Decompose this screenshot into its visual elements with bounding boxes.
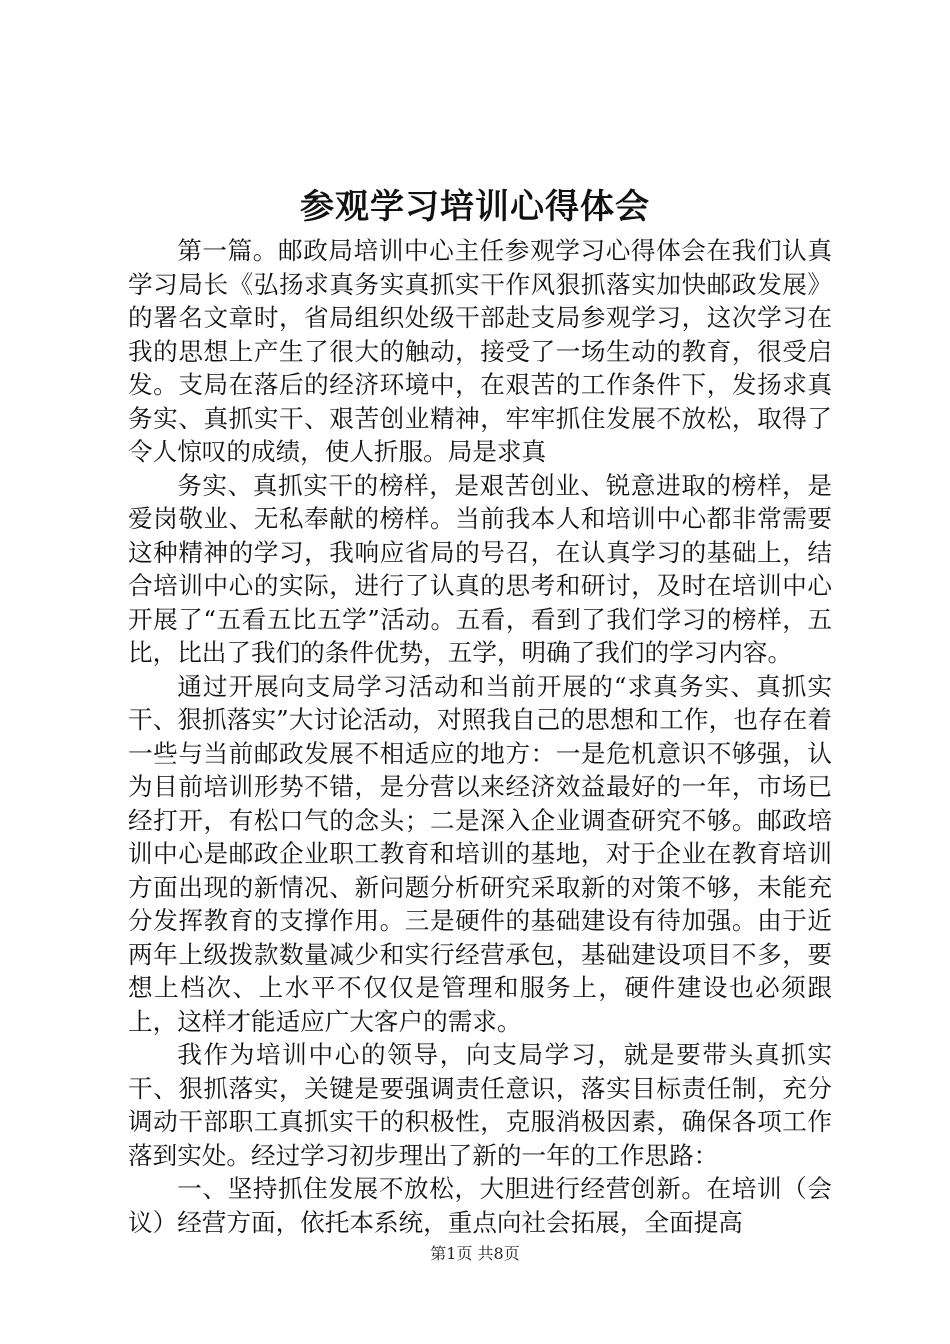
paragraph-2: 务实、真抓实干的榜样，是艰苦创业、锐意进取的榜样，是爱岗敬业、无私奉献的榜样。当前我本人和培训中心都非常需要这种精神的学习，我响应省局的号召，在认真学习的基础上，结合培训中心的实际，进行了认真的思考和研讨，及时在培训中心开展了“五看五比五学”活动。五看，看到了我们学习的榜样，五比，比出了我们的条件优势，五学，明确了我们的学习内容。 xyxy=(128,470,832,667)
paragraph-5: 一、坚持抓住发展不放松，大胆进行经营创新。在培训（会议）经营方面，依托本系统，重点向社会拓展，全面提高 xyxy=(128,1174,832,1237)
paragraph-4: 我作为培训中心的领导，向支局学习，就是要带头真抓实干、狠抓落实，关键是要强调责任意识，落实目标责任制，充分调动干部职工真抓实干的积极性，克服消极因素，确保各项工作落到实处。经过学习初步理出了新的一年的工作思路： xyxy=(128,1040,832,1170)
paragraph-3: 通过开展向支局学习活动和当前开展的“求真务实、真抓实干、狠抓落实”大讨论活动，对照我自己的思想和工作，也存在着一些与当前邮政发展不相适应的地方：一是危机意识不够强，认为目前培训形势不错，是分营以来经济效益最好的一年，市场已经打开，有松口气的念头；二是深入企业调查研究不够。邮政培训中心是邮政企业职工教育和培训的基地，对于企业在教育培训方面出现的新情况、新问题分析研究采取新的对策不够，未能充分发挥教育的支撑作用。三是硬件的基础建设有待加强。由于近两年上级拨款数量减少和实行经营承包，基础建设项目不多，要想上档次、上水平不仅仅是管理和服务上，硬件建设也必须跟上，这样才能适应广大客户的需求。 xyxy=(128,671,832,1036)
paragraph-1: 第一篇。邮政局培训中心主任参观学习心得体会在我们认真学习局长《弘扬求真务实真抓实干作风狠抓落实加快邮政发展》的署名文章时，省局组织处级干部赴支局参观学习，这次学习在我的思想上产生了很大的触动，接受了一场生动的教育，很受启发。支局在落后的经济环境中，在艰苦的工作条件下，发扬求真务实、真抓实干、艰苦创业精神，牢牢抓住发展不放松，取得了令人惊叹的成绩，使人折服。局是求真 xyxy=(128,236,832,466)
document-title: 参观学习培训心得体会 xyxy=(300,187,650,227)
document-body xyxy=(128,234,832,1239)
page-footer: 第1页 共8页 xyxy=(430,1244,520,1263)
